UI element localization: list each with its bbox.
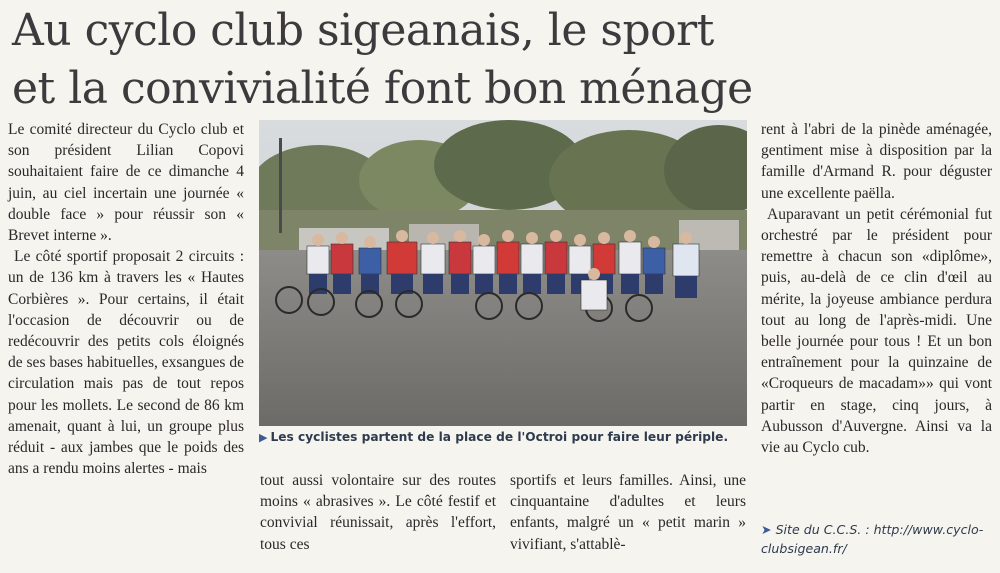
source-text: Site du C.C.S. : http://www.cycloclubsigean.fr/: [761, 522, 984, 556]
paragraph-ceremony: Auparavant un petit cérémonial fut orchestré par le président pour remettre à chacun son «diplôme», puis, au-delà de ce clin d'œil au mérite, la joyeuse ambiance perdura tout au long de l'après-midi. Une belle journée pour tous ! Et un bon entraînement pour la quinzaine de «Croqueurs de macadam»» qui vont partir en stage, cinq jours, à Aubusson d'Auvergne. Ainsi va la vie au Cyclo cub.: [761, 205, 992, 457]
arrow-right-icon: ➤: [761, 522, 772, 537]
paragraph-continued-2: tout aussi volontaire sur des routes moins « abrasives ». Le côté festif et convivial réunissait, après l'effort, tous ces: [260, 472, 496, 553]
headline: [12, 2, 992, 118]
caption-text: Les cyclistes partent de la place de l'Octroi pour faire leur périple.: [270, 430, 729, 444]
paragraph-continued-4: rent à l'abri de la pinède aménagée, gentiment mise à disposition par la famille d'Armand R. pour déguster une excellente paëlla.: [761, 121, 992, 202]
column-2: [260, 470, 496, 555]
headline-line-1: Au cyclo club sigeanais, le sport: [12, 5, 714, 56]
group-photo: [259, 120, 747, 426]
cyclists-photo-illustration: [259, 120, 747, 426]
source-note: [761, 520, 992, 558]
column-4: [761, 119, 992, 458]
triangle-right-icon: ▶: [259, 431, 268, 444]
paragraph-sport: Le côté sportif proposait 2 circuits : un de 136 km à travers les « Hautes Corbières ». Pour certains, il était l'occasion de découvrir ou de redécouvrir des petits cols éloignés de ses bases habituelles, exsangues de circulation mais pas de tout repos pour les mollets. Le second de 86 km amenait, quant à lui, un groupe plus réduit - aux jambes que le poids des ans a rendu moins alertes - mais: [8, 248, 244, 478]
column-3: [510, 470, 746, 555]
photo-caption: [259, 430, 749, 444]
paragraph-continued-3: sportifs et leurs familles. Ainsi, une cinquantaine d'adultes et leurs enfants, malgré un « petit marin » vivifiant, s'attablè-: [510, 472, 746, 553]
paragraph-intro: Le comité directeur du Cyclo club et son président Lilian Copovi souhaitaient faire de ce dimanche 4 juin, au ciel incertain une journée « double face » pour réussir son « Brevet interne ».: [8, 121, 244, 245]
column-1: [8, 119, 244, 479]
headline-line-2: et la convivialité font bon ménage: [12, 63, 753, 114]
